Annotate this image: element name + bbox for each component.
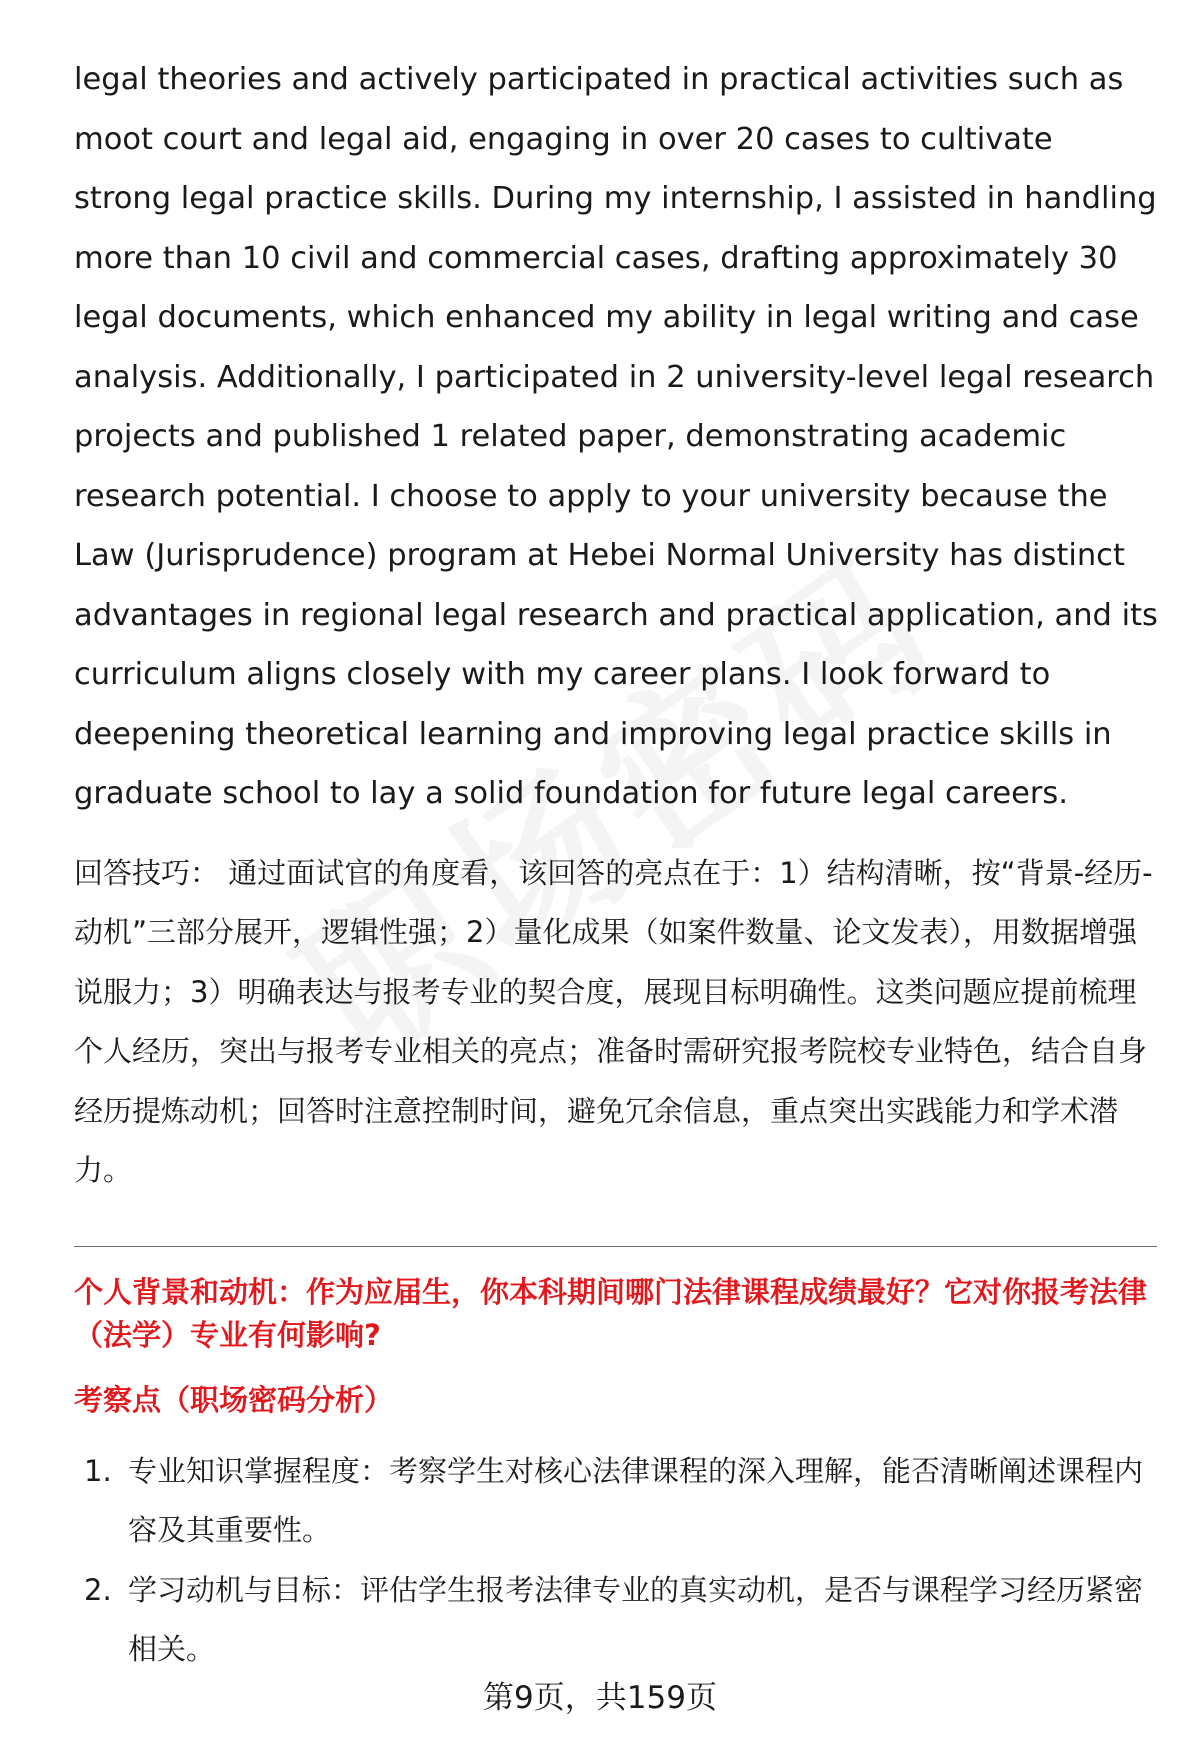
list-item-number: 1. — [84, 1453, 112, 1488]
divider — [74, 1246, 1157, 1247]
page-content — [74, 50, 1159, 1680]
list-item-number: 2. — [84, 1572, 112, 1607]
section-heading: 考察点（职场密码分析） — [74, 1382, 394, 1417]
list-item — [74, 1442, 1159, 1561]
list-item-text: 学习动机与目标：评估学生报考法律专业的真实动机，是否与课程学习经历紧密相关。 — [128, 1572, 1144, 1666]
page-number-footer: 第9页，共159页 — [483, 1680, 717, 1716]
answer-paragraph: legal theories and actively participated in practical activities such as moot court and legal aid, engaging in over 20 cases to cultivate strong legal practice skills. During my internship, I assisted in handling more than 10 civil and commercial cases, drafting approximately 30 legal documents, which enhanced my ability in legal writing and case analysis. Additionally, I participated in 2 university-level legal research projects and published 1 related paper, demonstrating academic research potential. I choose to apply to your university because the Law (Jurisprudence) program at Hebei Normal University has distinct advantages in regional legal research and practical application, and its curriculum aligns closely with my career plans. I look forward to deepening theoretical learning and improving legal practice skills in graduate school to lay a solid foundation for future legal careers. — [74, 62, 1158, 811]
question-heading: 个人背景和动机：作为应届生，你本科期间哪门法律课程成绩最好？它对你报考法律（法学）专业有何影响? — [74, 1274, 1148, 1352]
answer-tips: 回答技巧： 通过面试官的角度看，该回答的亮点在于：1）结构清晰，按“背景-经历-动机”三部分展开，逻辑性强；2）量化成果（如案件数量、论文发表），用数据增强说服力；3）明确表达与报考专业的契合度，展现目标明确性。这类问题应提前梳理个人经历，突出与报考专业相关的亮点；准备时需研究报考院校专业特色，结合自身经历提炼动机；回答时注意控制时间，避免冗余信息，重点突出实践能力和学术潜力。 — [74, 855, 1153, 1187]
list-item-text: 专业知识掌握程度：考察学生对核心法律课程的深入理解，能否清晰阐述课程内容及其重要性。 — [128, 1453, 1144, 1547]
assessment-points-list — [74, 1442, 1159, 1680]
list-item — [74, 1561, 1159, 1680]
